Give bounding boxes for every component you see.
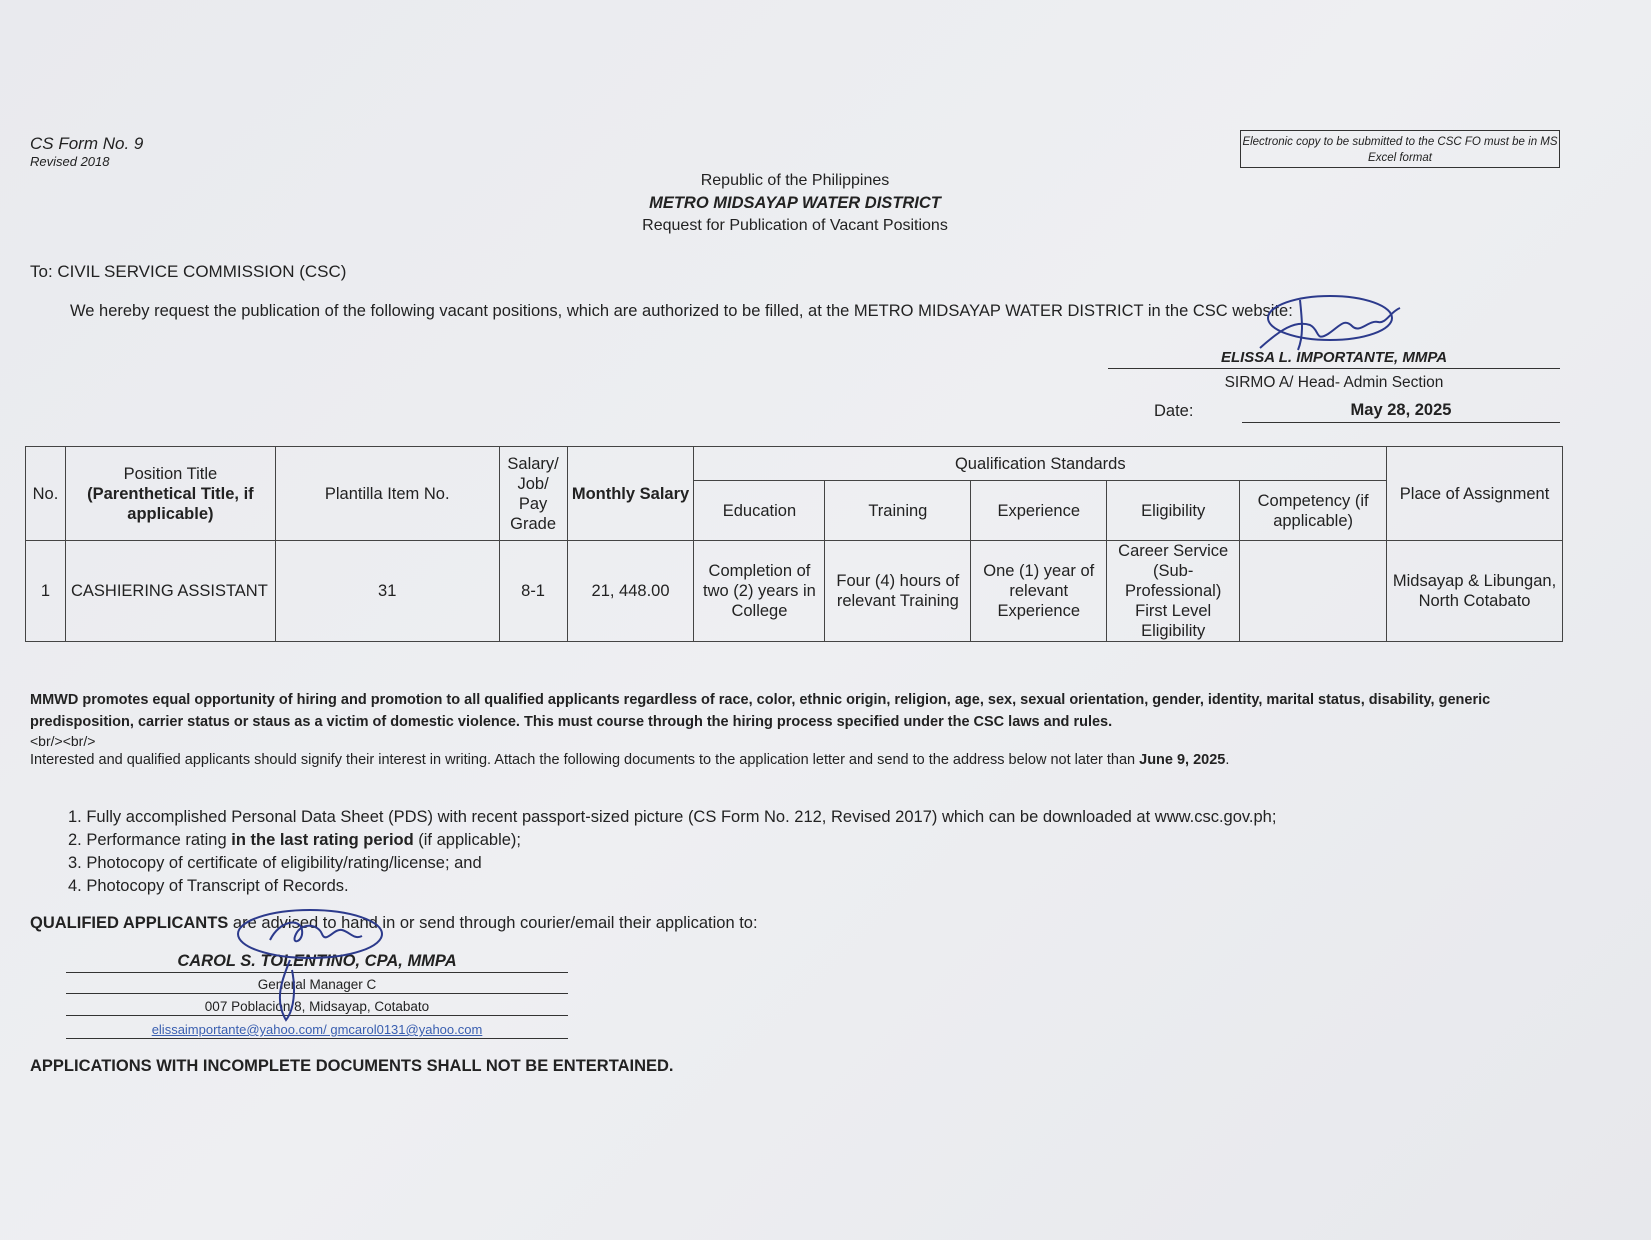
document-title: Request for Publication of Vacant Positions <box>642 217 948 234</box>
form-revision: Revised 2018 <box>30 154 110 169</box>
cell-grade: 8-1 <box>499 541 567 642</box>
agency-heading: METRO MIDSAYAP WATER DISTRICT <box>649 194 941 212</box>
list-item: 1. Fully accomplished Personal Data Sheet (PDS) with recent passport-sized picture (CS Form No. 212, Revised 2017) which can be downloaded at www.csc.gov.ph; <box>68 808 1277 826</box>
requirements-list <box>68 806 1276 898</box>
cell-education: Completion of two (2) years in College <box>694 541 825 642</box>
request-text: We hereby request the publication of the following vacant positions, which are authorized to be filled, at the METRO MIDSAYAP WATER DISTRICT in the CSC website: <box>70 302 1293 320</box>
header-position-title <box>65 447 275 541</box>
submission-note: Electronic copy to be submitted to the CSC FO must be in MS Excel format <box>1240 130 1560 168</box>
qualified-rest: are advised to hand in or send through courier/email their application to: <box>228 914 758 932</box>
header-monthly-salary: Monthly Salary <box>567 447 694 541</box>
header-qualification: Qualification Standards <box>694 447 1387 481</box>
addressee: To: CIVIL SERVICE COMMISSION (CSC) <box>30 262 347 281</box>
cell-no: 1 <box>26 541 66 642</box>
signatory2-email-link[interactable]: elissaimportante@yahoo.com/ gmcarol0131@yahoo.com <box>66 1022 568 1039</box>
qualified-bold: QUALIFIED APPLICANTS <box>30 914 229 932</box>
cell-competency <box>1240 541 1387 642</box>
header-place: Place of Assignment <box>1387 447 1563 541</box>
signatory2-address: 007 Poblacion 8, Midsayap, Cotabato <box>66 999 568 1016</box>
list-item <box>68 829 1276 852</box>
deadline-end: . <box>1225 752 1230 768</box>
header-eligibility: Eligibility <box>1107 481 1240 541</box>
cell-experience: One (1) year of relevant Experience <box>971 541 1107 642</box>
cell-place: Midsayap & Libungan, North Cotabato <box>1387 541 1563 642</box>
incomplete-documents-warning: APPLICATIONS WITH INCOMPLETE DOCUMENTS SHALL NOT BE ENTERTAINED. <box>30 1057 674 1075</box>
header-parenthetical: (Parenthetical Title, if applicable) <box>87 484 254 523</box>
cell-training: Four (4) hours of relevant Training <box>825 541 971 642</box>
signatory1-position: SIRMO A/ Head- Admin Section <box>1224 374 1444 391</box>
br-artifact: <br/><br/> <box>30 733 96 749</box>
date-label: Date: <box>1154 402 1194 420</box>
qualified-applicants-line <box>30 914 758 933</box>
cell-position: CASHIERING ASSISTANT <box>65 541 275 642</box>
req2-post: (if applicable); <box>413 831 521 849</box>
cell-plantilla: 31 <box>275 541 499 642</box>
signatory2-name: CAROL S. TOLENTINO, CPA, MMPA <box>66 952 568 973</box>
interest-paragraph <box>30 752 1570 768</box>
date-value: May 28, 2025 <box>1242 401 1560 423</box>
header-training: Training <box>825 481 971 541</box>
vacancy-table <box>25 446 1563 642</box>
list-item: 4. Photocopy of Transcript of Records. <box>68 877 349 895</box>
header-position-title-text: Position Title <box>123 464 218 483</box>
cell-salary: 21, 448.00 <box>567 541 694 642</box>
interest-text: Interested and qualified applicants should signify their interest in writing. Attach the following documents to the application letter and send to the address below not later than <box>30 752 1140 768</box>
form-number: CS Form No. 9 <box>30 134 144 153</box>
header-competency: Competency (if applicable) <box>1240 481 1387 541</box>
header-experience: Experience <box>971 481 1107 541</box>
header-no: No. <box>26 447 66 541</box>
header-plantilla: Plantilla Item No. <box>275 447 499 541</box>
header-education: Education <box>694 481 825 541</box>
equal-opportunity-statement: MMWD promotes equal opportunity of hiring and promotion to all qualified applicants regardless of race, color, ethnic origin, religion, age, sex, sexual orientation, gender, identity, marital status, disability, generic predisposition, carrier status or staus as a victim of domestic violence. This must course through the hiring process specified under the CSC laws and rules. <box>30 692 1491 730</box>
cell-eligibility: Career Service (Sub-Professional) First Level Eligibility <box>1107 541 1240 642</box>
signatory1-name: ELISSA L. IMPORTANTE, MMPA <box>1108 349 1560 369</box>
header-salary-grade: Salary/ Job/ Pay Grade <box>499 447 567 541</box>
signatory2-position: General Manager C <box>66 977 568 994</box>
req2-bold: in the last rating period <box>231 831 414 849</box>
list-item: 3. Photocopy of certificate of eligibility/rating/license; and <box>68 854 482 872</box>
req2-pre: 2. Performance rating <box>68 831 232 849</box>
table-row <box>26 541 1563 642</box>
republic-heading: Republic of the Philippines <box>700 172 890 189</box>
deadline: June 9, 2025 <box>1139 752 1226 768</box>
